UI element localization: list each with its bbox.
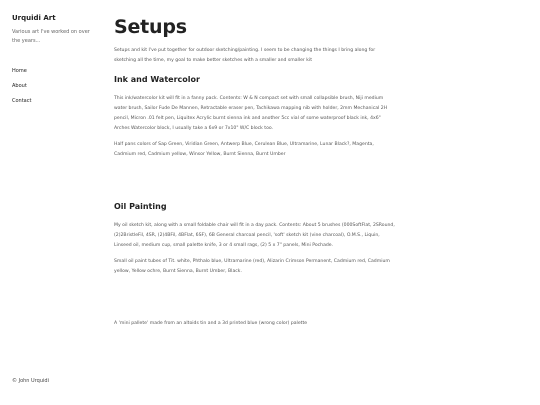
intro-paragraph: Setups and kit I've put together for outdoor sketching/painting. I seem to be changing the things I bring along for sketching all the time, my goal to make better sketches with a smaller and smaller kit	[114, 48, 376, 63]
ink-contents-paragraph: This ink/watercolor kit will fit in a fanny pack. Contents: W & N compact set with small collapsible brush, Niji medium water brush, Sailor Fude De Mannen, Retractable eraser pen, Tachikawa mapping nib with holder, 2mm Mechanical 2H pencil, Micron .01 felt pen, Liquitex Acrylic burnt sienna ink and another 5cc vial of some waterproof black ink, 4x6" Arches Watercolor block, I usually take a 6x9 or 7x10" W/C block too.	[114, 96, 388, 131]
nav-item-contact[interactable]: Contact	[12, 98, 32, 104]
section-heading-oil: Oil Painting	[114, 202, 167, 211]
nav-item-home[interactable]: Home	[12, 68, 27, 74]
site-description: Various art I've worked on over the years...	[12, 29, 90, 44]
nav-item-about[interactable]: About	[12, 83, 27, 89]
palette-caption: A 'mini pallete' made from an altoids tin and a 3d printed blue (wrong color) palette	[114, 321, 308, 326]
main-nav	[12, 68, 96, 104]
section-heading-ink: Ink and Watercolor	[114, 75, 200, 84]
main-content	[114, 16, 396, 335]
ink-colors-paragraph: Half pans colors of Sap Green, Viridian Green, Antwerp Blue, Cerulean Blue, Ultramarine, Lunar Black?, Magenta, Cadmium red, Cadmium yellow, Winsor Yellow, Burnt Sienna, Burnt Umber	[114, 142, 374, 157]
site-title[interactable]: Urquidi Art	[12, 14, 56, 22]
page-title: Setups	[114, 16, 187, 38]
footer-copyright: © John Urquidi	[12, 378, 49, 384]
oil-colors-paragraph: Small oil paint tubes of Tit. white, Phthalo blue, Ultramarine (red), Alizarin Crimson Permanent, Cadmium red, Cadmium yellow, Yellow ochre, Burnt Sienna, Burnt Umber, Black.	[114, 259, 390, 274]
sidebar	[12, 14, 96, 113]
oil-contents-paragraph: My oil sketch kit, along with a small foldable chair will fit in a day pack. Contents: About 5 brushes (000SoftFlat, 2SRound, (2)2BristleFil, 4SR, (2)4BFil, 4BFlat, 6SF), 6B General charcoal pencil, 'soft' sketch kit (vine charcoal), O.M.S., Liquin, Linseed oil, medium cup, small palette knife, 3 or 4 small rags, (2) 5 x 7" panels, Mini Pochade.	[114, 223, 395, 248]
